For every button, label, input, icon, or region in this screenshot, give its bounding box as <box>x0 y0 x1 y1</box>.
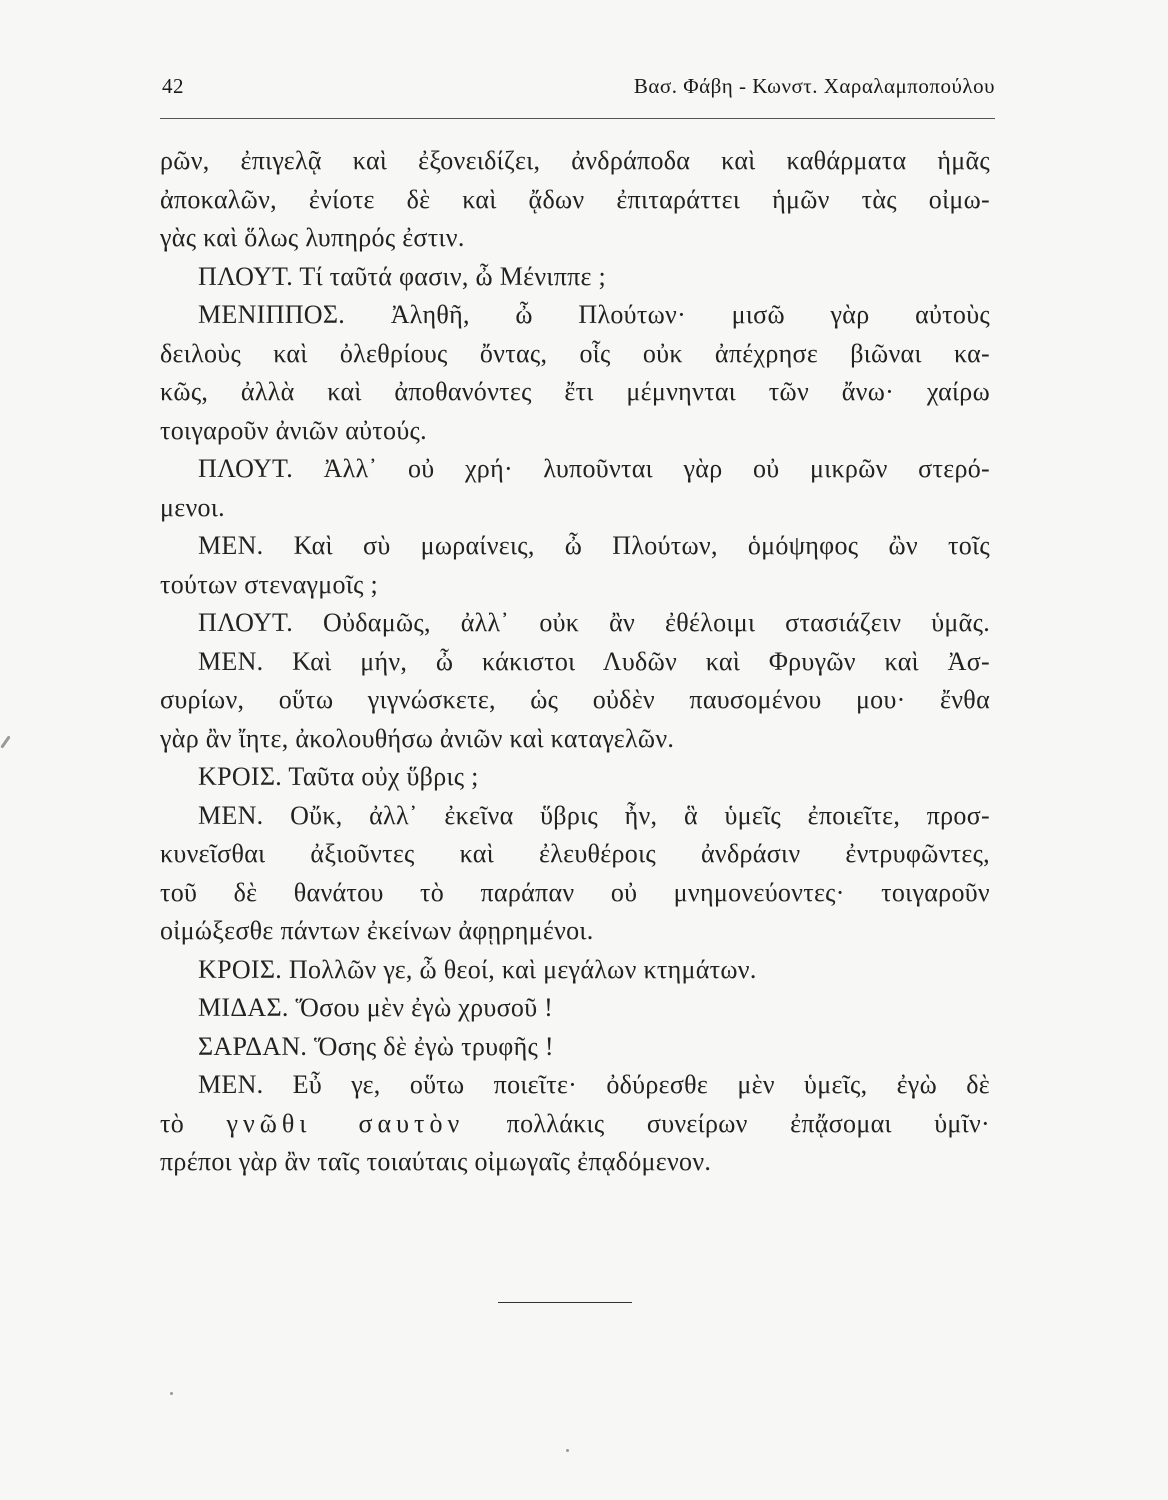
scan-speckle <box>0 735 10 748</box>
dialogue-line-menippos: ΜΕΝΙΠΠΟΣ. Ἀληθῆ, ὦ Πλούτων· μισῶ γὰρ αὐτοὺς <box>198 300 990 329</box>
text-line: μενοι. <box>160 492 225 522</box>
dialogue-line-plout: ΠΛΟΥΤ. Ἀλλ᾽ οὐ χρή· λυποῦνται γὰρ οὐ μικρῶν στερό- <box>198 454 990 483</box>
text-line: πρέποι γὰρ ἂν ταῖς τοιαύταις οἰμωγαῖς ἐπᾳδόμενον. <box>160 1147 712 1176</box>
dialogue-line-sardan: ΣΑΡΔΑΝ. Ὅσης δὲ ἐγὼ τρυφῆς ! <box>198 1031 554 1061</box>
dialogue-line-krois: ΚΡΟΙΣ. Πολλῶν γε, ὦ θεοί, καὶ μεγάλων κτημάτων. <box>198 954 757 984</box>
dialogue-line-men: ΜΕΝ. Οὔκ, ἀλλ᾽ ἐκεῖνα ὕβρις ἦν, ἃ ὑμεῖς ἐποιεῖτε, προσ- <box>198 800 990 830</box>
dialogue-line-men: ΜΕΝ. Εὖ γε, οὕτω ποιεῖτε· ὀδύρεσθε μὲν ὑμεῖς, ἐγὼ δὲ <box>198 1070 990 1099</box>
header-rule <box>160 118 995 119</box>
body-text <box>160 142 990 1182</box>
text-line: τούτων στεναγμοῖς ; <box>160 569 379 599</box>
text-fragment: πολλάκις συνείρων ἐπᾄσομαι ὑμῖν· <box>464 1108 990 1138</box>
text-line: γὰρ ἂν ἴητε, ἀκολουθήσω ἀνιῶν καὶ καταγελῶν. <box>160 723 675 753</box>
dialogue-line-men: ΜΕΝ. Καὶ σὺ μωραίνεις, ὦ Πλούτων, ὁμόψηφος ὢν τοῖς <box>198 531 990 560</box>
dialogue-line-plout: ΠΛΟΥΤ. Οὐδαμῶς, ἀλλ᾽ οὐκ ἂν ἐθέλοιμι στασιάζειν ὑμᾶς. <box>198 608 990 637</box>
text-line: κυνεῖσθαι ἀξιοῦντες καὶ ἐλευθέροις ἀνδράσιν ἐντρυφῶντες, <box>160 839 990 868</box>
text-line-gnothi <box>160 1105 990 1144</box>
running-head <box>160 74 995 108</box>
book-page <box>160 60 995 1460</box>
page-number: 42 <box>162 74 184 98</box>
scan-speckle <box>170 1392 173 1395</box>
scan-speckle <box>566 1449 569 1452</box>
section-end-rule <box>498 1302 632 1303</box>
running-title: Βασ. Φάβη - Κωνστ. Χαραλαμποπούλου <box>633 74 995 98</box>
dialogue-line-men: ΜΕΝ. Καὶ μήν, ὦ κάκιστοι Λυδῶν καὶ Φρυγῶν καὶ Ἀσ- <box>198 646 990 676</box>
text-line: κῶς, ἀλλὰ καὶ ἀποθανόντες ἔτι μέμνηνται τῶν ἄνω· χαίρω <box>160 377 990 406</box>
text-line: ἀποκαλῶν, ἐνίοτε δὲ καὶ ᾄδων ἐπιταράττει ἡμῶν τὰς οἰμω- <box>160 184 990 214</box>
text-line: ρῶν, ἐπιγελᾷ καὶ ἐξονειδίζει, ἀνδράποδα καὶ καθάρματα ἡμᾶς <box>160 146 990 175</box>
text-fragment: τὸ <box>160 1108 227 1138</box>
text-line: τοιγαροῦν ἀνιῶν αὐτούς. <box>160 415 427 445</box>
text-line: συρίων, οὕτω γιγνώσκετε, ὡς οὐδὲν παυσομένου μου· ἔνθα <box>160 685 990 714</box>
dialogue-line-midas: ΜΙΔΑΣ. Ὅσου μὲν ἐγὼ χρυσοῦ ! <box>198 993 554 1022</box>
text-line: οἰμώξεσθε πάντων ἐκείνων ἀφῃρημένοι. <box>160 916 594 945</box>
text-line: τοῦ δὲ θανάτου τὸ παράπαν οὐ μνημονεύοντες· τοιγαροῦν <box>160 877 990 907</box>
text-line: δειλοὺς καὶ ὀλεθρίους ὄντας, οἷς οὐκ ἀπέχρησε βιῶναι κα- <box>160 338 990 368</box>
text-line: γὰς καὶ ὅλως λυπηρός ἐστιν. <box>160 223 465 252</box>
dialogue-line-krois: ΚΡΟΙΣ. Ταῦτα οὐχ ὕβρις ; <box>198 762 479 791</box>
dialogue-line-plout: ΠΛΟΥΤ. Τί ταῦτά φασιν, ὦ Μένιππε ; <box>198 261 607 291</box>
gnothi-sauton-spaced-text: γνῶθι σαυτὸν <box>226 1108 465 1138</box>
